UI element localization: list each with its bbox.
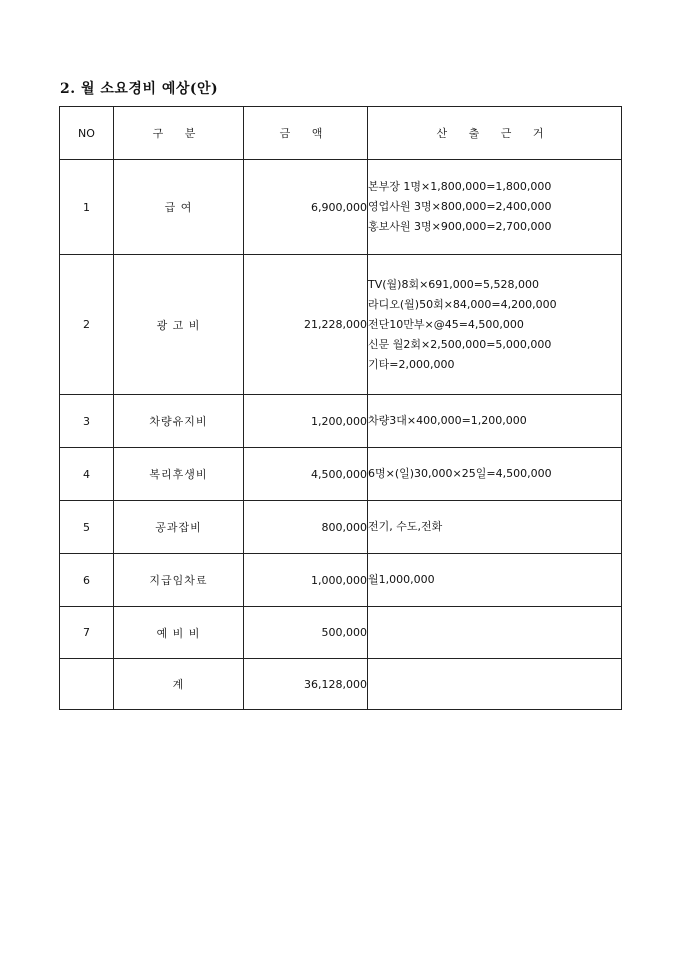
basis-line: 라디오(월)50회×84,000=4,200,000 (368, 297, 557, 311)
row-no: 2 (60, 255, 114, 395)
total-no (60, 659, 114, 710)
row-amount: 6,900,000 (244, 160, 368, 255)
row-basis (368, 255, 622, 395)
expense-table (59, 106, 622, 710)
row-amount: 800,000 (244, 501, 368, 554)
basis-line: 월1,000,000 (368, 573, 435, 586)
row-category: 복리후생비 (114, 448, 244, 501)
row-basis (368, 501, 622, 554)
row-category: 예 비 비 (114, 607, 244, 659)
table-header-row (60, 107, 622, 160)
row-amount: 500,000 (244, 607, 368, 659)
row-no: 1 (60, 160, 114, 255)
row-basis (368, 160, 622, 255)
table-row (60, 255, 622, 395)
basis-line: 본부장 1명×1,800,000=1,800,000 (368, 180, 552, 193)
row-amount: 4,500,000 (244, 448, 368, 501)
row-category: 지급임차료 (114, 554, 244, 607)
header-no: NO (60, 107, 114, 160)
header-amount: 금 액 (244, 107, 368, 160)
table-row (60, 607, 622, 659)
basis-line: 6명×(일)30,000×25일=4,500,000 (368, 467, 552, 480)
total-amount: 36,128,000 (244, 659, 368, 710)
row-category: 급 여 (114, 160, 244, 255)
table-row (60, 501, 622, 554)
table-row (60, 554, 622, 607)
table-row (60, 395, 622, 448)
row-no: 5 (60, 501, 114, 554)
row-basis (368, 395, 622, 448)
basis-line: 신문 월2회×2,500,000=5,000,000 (368, 337, 552, 351)
basis-line: 기타=2,000,000 (368, 357, 455, 371)
row-basis (368, 607, 622, 659)
row-category: 차량유지비 (114, 395, 244, 448)
basis-line: 영업사원 3명×800,000=2,400,000 (368, 200, 552, 213)
basis-line: 전기, 수도,전화 (368, 520, 443, 533)
basis-line: 전단10만부×@45=4,500,000 (368, 317, 524, 331)
basis-line: 홍보사원 3명×900,000=2,700,000 (368, 220, 552, 233)
basis-line: 차량3대×400,000=1,200,000 (368, 414, 527, 427)
total-basis (368, 659, 622, 710)
table-row (60, 160, 622, 255)
row-category: 공과잡비 (114, 501, 244, 554)
basis-line: TV(월)8회×691,000=5,528,000 (368, 277, 539, 291)
row-no: 6 (60, 554, 114, 607)
row-amount: 1,000,000 (244, 554, 368, 607)
row-no: 7 (60, 607, 114, 659)
total-row (60, 659, 622, 710)
row-no: 3 (60, 395, 114, 448)
table-row (60, 448, 622, 501)
page-title: 2. 월 소요경비 예상(안) (60, 81, 219, 97)
header-basis: 산 출 근 거 (368, 107, 622, 160)
row-basis (368, 448, 622, 501)
total-label: 계 (114, 659, 244, 710)
row-no: 4 (60, 448, 114, 501)
row-basis (368, 554, 622, 607)
row-amount: 1,200,000 (244, 395, 368, 448)
row-amount: 21,228,000 (244, 255, 368, 395)
row-category: 광 고 비 (114, 255, 244, 395)
header-category: 구 분 (114, 107, 244, 160)
